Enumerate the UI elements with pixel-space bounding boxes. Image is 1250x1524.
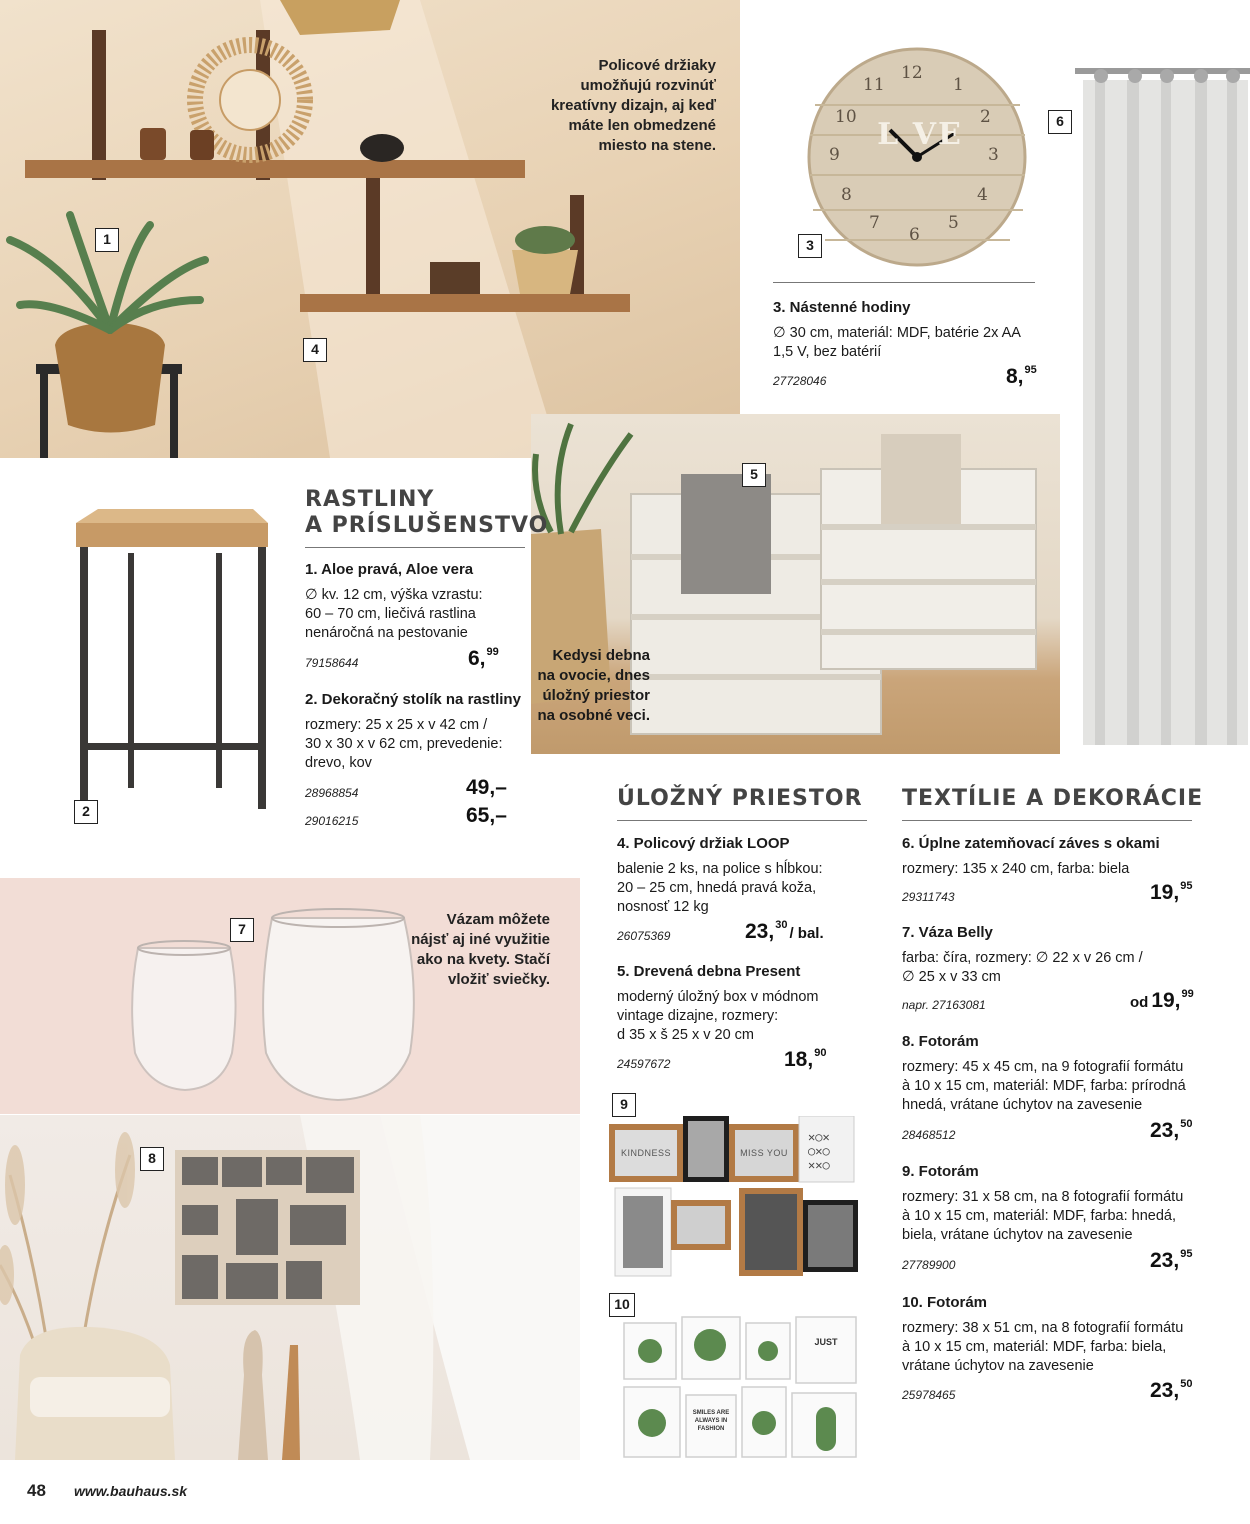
product-price [1006,364,1037,389]
clock-number: 4 [977,185,988,205]
clock-number: 5 [948,213,959,233]
product-desc-line: 60 – 70 cm, liečivá rastlina [305,606,476,622]
divider [773,282,1035,283]
crate-callout [520,646,650,726]
price-prefix: od [1130,994,1149,1011]
vase-callout-line: nájsť aj iné využitie [411,931,550,948]
product-title: 3. Nástenné hodiny [773,299,911,316]
price-decimal: 95 [1180,1248,1193,1260]
product-desc-line: d 35 x š 25 x v 20 cm [617,1027,755,1043]
frame-label: KINDNESS [620,1148,671,1158]
product-desc-line: 20 – 25 cm, hnedá pravá koža, [617,880,817,896]
product-6 [902,834,1202,879]
product-title: 8. Fotorám [902,1033,979,1050]
price-unit: / bal. [789,925,824,942]
clock-number: 2 [980,107,991,127]
clock-word: L VE [877,117,963,152]
divider [305,547,525,548]
price-decimal: 30 [775,919,788,931]
price-integer: 23, [1150,1249,1180,1272]
product-code: 26075369 [617,929,671,943]
product-desc-line: moderný úložný box v módnom [617,989,819,1005]
clock-number: 11 [863,75,885,95]
hero-callout-line: umožňujú rozvinúť [580,77,716,94]
number-box-8: 8 [140,1147,164,1171]
product-desc-line: 1,5 V, bez batérií [773,344,882,360]
vase-callout-line: Vázam môžete [446,911,550,928]
price-decimal: 50 [1180,1118,1193,1130]
number-box-3: 3 [798,234,822,258]
product-title: 1. Aloe pravá, Aloe vera [305,561,474,578]
product-title: 6. Úplne zatemňovací záves s okami [902,835,1160,852]
product-desc-line: vrátane úchytov na zavesenie [902,1358,1094,1374]
product-desc-line: à 10 x 15 cm, materiál: MDF, farba: prírodná [902,1078,1186,1094]
number-box-1: 1 [95,228,119,252]
price-decimal: 99 [1181,988,1194,1000]
product-title: 10. Fotorám [902,1294,988,1311]
product-title: 7. Váza Belly [902,924,993,941]
crate-callout-line: úložný priestor [542,687,650,704]
number-box-2: 2 [74,800,98,824]
price-decimal: 99 [486,646,499,658]
curtain-photo [1075,60,1250,750]
price-integer: 8, [1006,365,1024,388]
product-desc-line: à 10 x 15 cm, materiál: MDF, farba: hnedá, [902,1208,1177,1224]
section-heading-textiles: TEXTÍLIE A DEKORÁCIE [902,786,1204,811]
clock-number: 3 [988,145,999,165]
product-code: 27728046 [773,374,827,388]
clock-photo [805,45,1030,270]
frame-label: JUST [814,1337,838,1347]
crate-callout-line: Kedysi debna [552,647,650,664]
price-decimal: 50 [1180,1378,1193,1390]
price-decimal: 95 [1180,880,1193,892]
product-code: 24597672 [617,1057,671,1071]
product-8 [902,1032,1202,1115]
hero-callout-line: Policové držiaky [598,57,716,74]
xo-grid-icon: ✕○✕ ○✕○ ✕✕○ [808,1130,830,1172]
heading-line: RASTLINY [305,487,435,512]
product-title: 5. Drevená debna Present [617,963,801,980]
product-5 [617,962,872,1045]
clock-number: 1 [953,75,964,95]
product-price: 65,– [466,804,507,827]
product-desc-line: rozmery: 38 x 51 cm, na 8 fotografií formátu [902,1320,1184,1336]
clock-number: 6 [909,225,920,245]
product-title: 2. Dekoračný stolík na rastliny [305,691,521,708]
product-desc-line: nosnosť 12 kg [617,899,709,915]
product-desc-line: balenie 2 ks, na police s hĺbkou: [617,861,823,877]
price-integer: 23, [1150,1379,1180,1402]
price-decimal: 90 [814,1047,827,1059]
product-code: 29016215 [305,814,359,828]
product-9 [902,1162,1202,1245]
product-desc-line: rozmery: 25 x 25 x v 42 cm / [305,717,488,733]
clock-number: 8 [841,185,852,205]
product-price [1150,1378,1192,1403]
product-price [784,1047,826,1072]
product-title: 4. Policový držiak LOOP [617,835,790,852]
plant-stand-photo [68,505,278,815]
product-desc-line: 30 x 30 x v 62 cm, prevedenie: [305,736,503,752]
product-2 [305,690,535,773]
section-heading-storage: ÚLOŽNÝ PRIESTOR [617,786,863,811]
product-price: 49,– [466,776,507,799]
heading-line: A PRÍSLUŠENSTVO [305,513,549,538]
living-room-photo [0,1115,580,1460]
number-box-7: 7 [230,918,254,942]
photo-frame-9 [605,1116,860,1281]
product-7 [902,923,1202,987]
product-code: 28468512 [902,1128,956,1142]
number-box-10: 10 [609,1293,635,1317]
website-link[interactable]: www.bauhaus.sk [74,1483,188,1499]
product-price [468,646,499,671]
frame-label: SMILES ARE ALWAYS IN FASHION [692,1410,730,1432]
product-desc-line: ∅ 30 cm, materiál: MDF, batérie 2x AA [773,325,1021,341]
hero-callout-line: máte len obmedzené [568,117,716,134]
product-code: 29311743 [902,890,955,904]
product-code: 25978465 [902,1388,956,1402]
product-price [1150,880,1192,905]
product-3 [773,298,1043,362]
product-desc-line: ∅ kv. 12 cm, výška vzrastu: [305,587,483,603]
vase-callout [400,910,550,990]
product-price [1130,988,1194,1013]
price-integer: 23, [1150,1119,1180,1142]
product-desc-line: ∅ 25 x v 33 cm [902,969,1001,985]
clock-number: 9 [829,145,840,165]
price-integer: 19, [1150,881,1180,904]
product-desc-line: rozmery: 45 x 45 cm, na 9 fotografií formátu [902,1059,1184,1075]
product-desc-line: hnedá, vrátane úchytov na zavesenie [902,1097,1143,1113]
divider [902,820,1192,821]
page-number: 48 [27,1481,46,1500]
product-desc-line: rozmery: 135 x 240 cm, farba: biela [902,861,1130,877]
price-integer: 6, [468,647,486,670]
price-decimal: 95 [1024,364,1037,376]
product-desc-line: farba: číra, rozmery: ∅ 22 x v 26 cm / [902,950,1143,966]
hero-callout [520,56,716,156]
product-price [1150,1118,1192,1143]
product-price [1150,1248,1192,1273]
product-desc-line: biela, vrátane úchytov na zavesenie [902,1227,1133,1243]
crate-callout-line: na ovocie, dnes [537,667,650,684]
product-desc-line: à 10 x 15 cm, materiál: MDF, farba: biela, [902,1339,1167,1355]
price-integer: 18, [784,1048,814,1071]
product-code: 79158644 [305,656,359,670]
product-1 [305,560,525,643]
clock-number: 10 [835,107,857,127]
product-code: napr. 27163081 [902,998,986,1012]
product-code: 27789900 [902,1258,956,1272]
divider [617,820,867,821]
product-desc-line: rozmery: 31 x 58 cm, na 8 fotografií formátu [902,1189,1184,1205]
vase-callout-line: vložiť sviečky. [448,971,550,988]
price-integer: 19, [1151,989,1181,1012]
product-desc-line: vintage dizajne, rozmery: [617,1008,779,1024]
photo-frame-10 [620,1315,860,1463]
number-box-5: 5 [742,463,766,487]
product-title: 9. Fotorám [902,1163,979,1180]
hero-callout-line: kreatívny dizajn, aj keď [550,97,716,114]
price-integer: 23, [745,920,775,943]
number-box-4: 4 [303,338,327,362]
section-heading-plants [305,487,548,539]
clock-number: 12 [901,63,923,83]
product-10 [902,1293,1202,1376]
crate-callout-line: na osobné veci. [537,707,650,724]
number-box-6: 6 [1048,110,1072,134]
vase-callout-line: ako na kvety. Stačí [416,951,550,968]
product-desc-line: drevo, kov [305,755,372,771]
number-box-9: 9 [612,1093,636,1117]
product-code: 28968854 [305,786,359,800]
frame-label: MISS YOU [740,1148,788,1158]
product-desc-line: nenáročná na pestovanie [305,625,468,641]
clock-number: 7 [869,213,880,233]
hero-callout-line: miesto na stene. [598,137,716,154]
product-price [745,919,824,944]
product-4 [617,834,872,917]
